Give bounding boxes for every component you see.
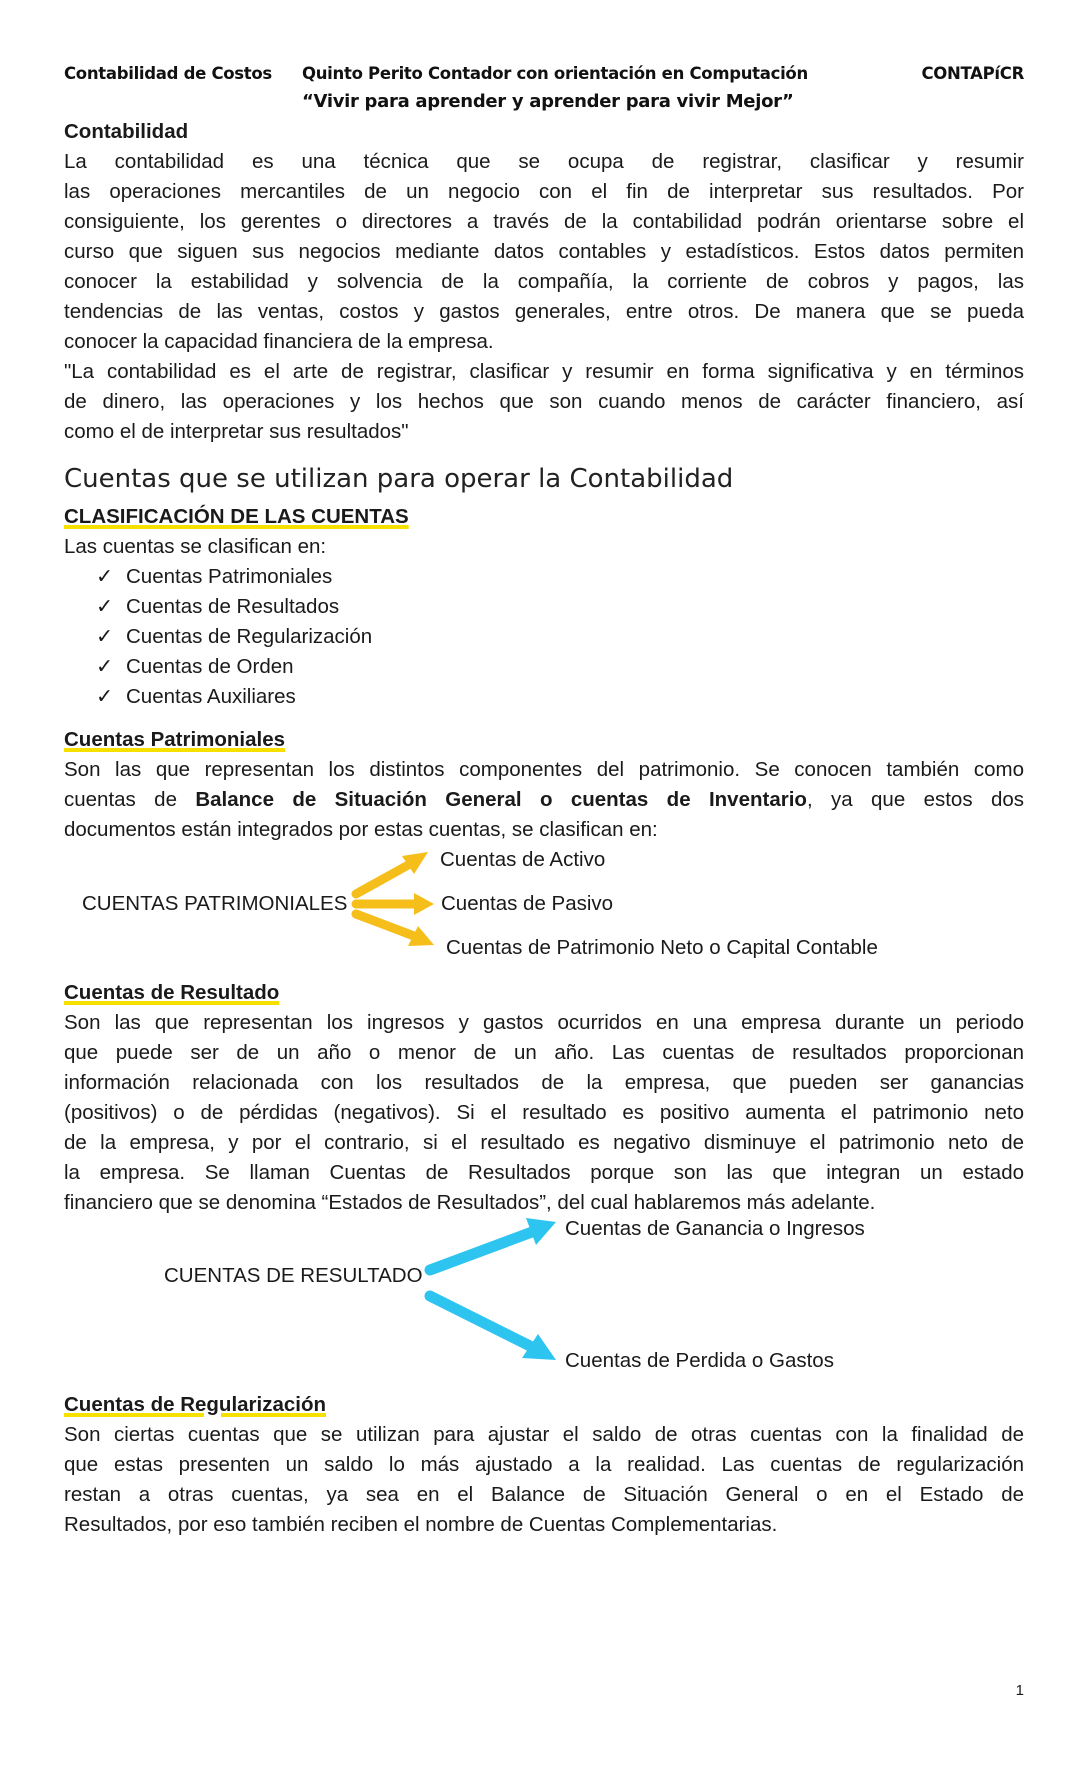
- resultado-line: la empresa. Se llaman Cuentas de Resultados porque son las que integran un estado: [64, 1161, 1024, 1184]
- patrimoniales-heading: Cuentas Patrimoniales: [64, 728, 286, 751]
- resultado-line: información relacionada con los resultados de la empresa, que pueden ser ganancias: [64, 1071, 1024, 1094]
- regularizacion-heading: Cuentas de Regularización: [64, 1393, 327, 1416]
- checkmark-icon: ✓: [96, 595, 114, 618]
- classification-heading: CLASIFICACIÓN DE LAS CUENTAS: [64, 505, 409, 528]
- header-course: Contabilidad de Costos: [64, 64, 272, 83]
- resultado-diagram-source: CUENTAS DE RESULTADO: [164, 1264, 423, 1287]
- checkmark-icon: ✓: [96, 625, 114, 648]
- checkmark-icon: ✓: [96, 685, 114, 708]
- header-program: Quinto Perito Contador con orientación en Computación: [302, 64, 808, 83]
- intro-line: consiguiente, los gerentes o directores a través de la contabilidad podrán orientarse sobre el: [64, 210, 1024, 233]
- header-motto: “Vivir para aprender y aprender para vivir Mejor”: [302, 91, 794, 112]
- resultado-line: que puede ser de un año o menor de un año. Las cuentas de resultados proporcionan: [64, 1041, 1024, 1064]
- intro-line: curso que siguen sus negocios mediante datos contables y estadísticos. Estos datos permiten: [64, 240, 1024, 263]
- checkmark-icon: ✓: [96, 655, 114, 678]
- resultado-heading: Cuentas de Resultado: [64, 981, 280, 1004]
- classification-item: ✓ Cuentas Auxiliares: [96, 682, 296, 712]
- page-number: 1: [1015, 1682, 1024, 1699]
- intro-heading: Contabilidad: [64, 120, 189, 143]
- resultado-line: de la empresa, y por el contrario, si el resultado es negativo disminuye el patrimonio neto de: [64, 1131, 1024, 1154]
- arrow-to-perdida: [430, 1296, 530, 1346]
- resultado-target-ganancia: Cuentas de Ganancia o Ingresos: [565, 1217, 865, 1240]
- regularizacion-line: Resultados, por eso también reciben el nombre de Cuentas Complementarias.: [64, 1513, 778, 1536]
- classification-item: ✓ Cuentas de Orden: [96, 652, 294, 682]
- intro-line: como el de interpretar sus resultados": [64, 420, 409, 443]
- intro-line: tendencias de las ventas, costos y gastos generales, entre otros. De manera que se pueda: [64, 300, 1024, 323]
- resultado-line: Son las que representan los ingresos y gastos ocurridos en una empresa durante un periodo: [64, 1011, 1024, 1034]
- classification-lead: Las cuentas se clasifican en:: [64, 535, 327, 558]
- resultado-target-perdida: Cuentas de Perdida o Gastos: [565, 1349, 834, 1372]
- regularizacion-line: Son ciertas cuentas que se utilizan para ajustar el saldo de otras cuentas con la finalidad de: [64, 1423, 1024, 1446]
- intro-line: conocer la estabilidad y solvencia de la compañía, la corriente de cobros y pagos, las: [64, 270, 1024, 293]
- arrow-head-pasivo: [414, 893, 434, 915]
- classification-item: ✓ Cuentas de Regularización: [96, 622, 372, 652]
- patrimoniales-target-pasivo: Cuentas de Pasivo: [441, 892, 614, 915]
- patrimoniales-arrows: [356, 852, 434, 946]
- intro-line: "La contabilidad es el arte de registrar, clasificar y resumir en forma significativa y en términos: [64, 360, 1024, 383]
- balance-term: Balance de Situación General o cuentas de Inventario: [195, 788, 807, 811]
- classification-item: ✓ Cuentas Patrimoniales: [96, 562, 332, 592]
- header-brand: CONTAPíCR: [921, 64, 1024, 83]
- regularizacion-line: que estas presenten un saldo lo más ajustado a la realidad. Las cuentas de regularización: [64, 1453, 1024, 1476]
- section-title: Cuentas que se utilizan para operar la Contabilidad: [64, 464, 734, 494]
- intro-line: La contabilidad es una técnica que se ocupa de registrar, clasificar y resumir: [64, 150, 1024, 173]
- arrow-to-ganancia: [430, 1232, 532, 1270]
- resultado-arrows: [430, 1218, 556, 1360]
- arrow-to-activo: [356, 864, 410, 894]
- classification-item: ✓ Cuentas de Resultados: [96, 592, 339, 622]
- patrimoniales-target-patrimonio: Cuentas de Patrimonio Neto o Capital Contable: [446, 936, 878, 959]
- patrimoniales-target-activo: Cuentas de Activo: [440, 848, 606, 871]
- arrow-to-patrimonio: [356, 914, 414, 936]
- intro-line: conocer la capacidad financiera de la empresa.: [64, 330, 494, 353]
- checkmark-icon: ✓: [96, 565, 114, 588]
- regularizacion-line: restan a otras cuentas, ya sea en el Balance de Situación General o en el Estado de: [64, 1483, 1024, 1506]
- patrimoniales-line: Son las que representan los distintos componentes del patrimonio. Se conocen también como: [64, 758, 1024, 781]
- patrimoniales-diagram-source: CUENTAS PATRIMONIALES: [82, 892, 348, 915]
- patrimoniales-line: documentos están integrados por estas cuentas, se clasifican en:: [64, 818, 658, 841]
- resultado-line: (positivos) o de pérdidas (negativos). Si el resultado es positivo aumenta el patrimonio neto: [64, 1101, 1024, 1124]
- intro-line: las operaciones mercantiles de un negocio con el fin de interpretar sus resultados. Por: [64, 180, 1024, 203]
- patrimoniales-line: cuentas de Balance de Situación General o cuentas de Inventario, ya que estos dos: [64, 788, 1024, 811]
- resultado-line: financiero que se denomina “Estados de Resultados”, del cual hablaremos más adelante.: [64, 1191, 876, 1214]
- intro-line: de dinero, las operaciones y los hechos que son cuando menos de carácter financiero, así: [64, 390, 1024, 413]
